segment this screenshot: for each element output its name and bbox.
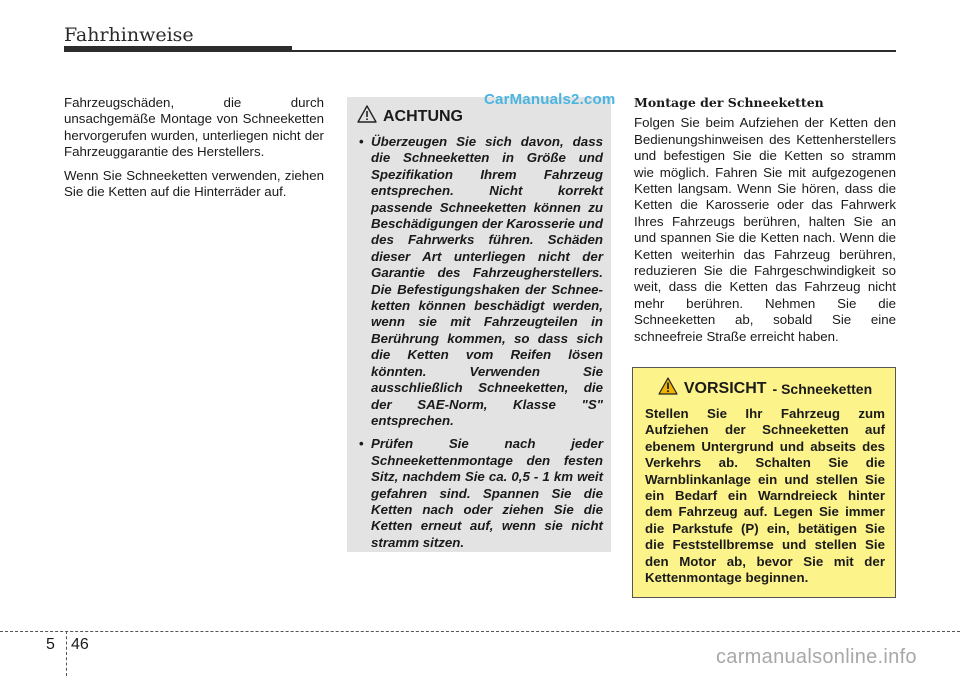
header-rule-thin [292,50,896,52]
achtung-item-1: • Überzeugen Sie sich davon, dass die Schneeketten in Größe und Spezifikation Ihrem Fahrzeug entsprechen. Nicht korrekt passende Schneeketten können zu Beschädigungen der Karosserie und des Fahrwerks führen. Schäden dieser Art unterliegen nicht der Garantie des Fahrzeugherstellers. Die Befestigungshaken der Schnee-ketten können beschädigt werden, wenn sie mit Fahrzeugteilen in Berührung kommen, so dass sich die Ketten vom Reifen lösen könnten. Verwenden Sie ausschließlich Schneeketten, die der SAE-Norm, Klasse "S" entsprechen. [357,134,603,429]
header-rule-thick [64,46,292,52]
achtung-header [357,105,603,128]
achtung-item-2: • Prüfen Sie nach jeder Schneekettenmontage den festen Sitz, nachdem Sie ca. 0,5 - 1 km weit gefahren sind. Spannen Sie die Ketten nach oder ziehen Sie die Ketten erneut auf, wenn sie nicht stramm sitzen. [357,436,603,551]
watermark-link[interactable]: CarManuals2.com [484,91,616,108]
vorsicht-label: VORSICHT [683,379,767,397]
left-column [64,95,324,207]
achtung-list [357,134,603,551]
achtung-label: ACHTUNG [383,107,463,125]
site-watermark[interactable]: carmanualsonline.info [716,646,917,668]
caution-triangle-icon [357,105,377,128]
right-column [634,95,896,352]
achtung-box [347,97,611,552]
warning-triangle-icon [658,377,678,400]
left-paragraph-1: Fahrzeugschäden, die durch unsachgemäße Montage von Schneeketten hervorgerufen wurden, unterliegen nicht der Fahrzeuggarantie des Herstellers. [64,95,324,160]
vorsicht-subtitle: - Schneeketten [772,380,873,397]
footer-divider [0,631,960,632]
right-paragraph: Folgen Sie beim Aufziehen der Ketten den Bedienungshinweisen des Kettenherstellers und befestigen Sie die Ketten so stramm wie möglich. Fahren Sie mit aufgezogenen Ketten langsam. Wenn Sie hören, dass die Ketten die Karosserie oder das Fahrwerk Ihres Fahrzeugs berühren, halten Sie an und spannen Sie die Ketten nach. Wenn die Ketten weiterhin das Fahrzeug berühren, reduzieren Sie die Fahrgeschwindigkeit so weit, dass die Ketten das Fahrzeug nicht mehr berühren. Nehmen Sie die Schneeketten ab, sobald Sie eine schneefreie Straße erreicht haben. [634,115,896,344]
left-paragraph-2: Wenn Sie Schneeketten verwenden, ziehen Sie die Ketten auf die Hinterräder auf. [64,167,324,200]
right-heading: Montage der Schneeketten [634,95,824,110]
vorsicht-header [645,377,885,400]
vorsicht-box [632,367,896,598]
chapter-number: 5 [46,636,55,653]
vorsicht-text: Stellen Sie Ihr Fahrzeug zum Aufziehen der Schneeketten auf ebenem Untergrund und abseits des Verkehrs ab. Schalten Sie die Warnblinkanlage ein und stellen Sie ein Bedarf ein Warndreieck hinter dem Fahrzeug auf. Legen Sie immer die Parkstufe (P) ein, betätigen Sie die Feststellbremse und stellen Sie den Motor ab, bevor Sie mit der Kettenmontage beginnen. [645,406,885,586]
page-number-divider [66,631,67,676]
section-title: Fahrhinweise [64,24,194,46]
page-number: 46 [71,636,89,653]
